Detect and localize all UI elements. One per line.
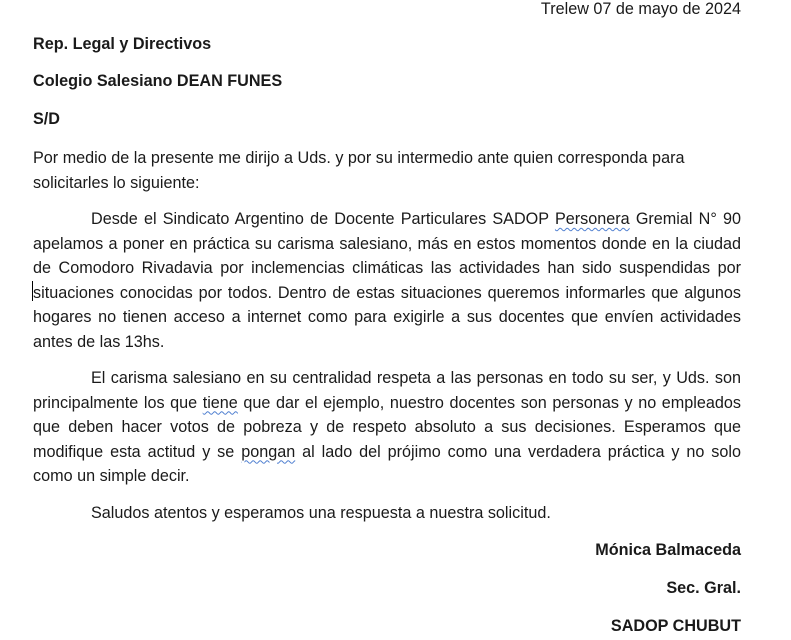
recipient-line-1: Rep. Legal y Directivos bbox=[33, 35, 212, 53]
intro-paragraph: Por medio de la presente me dirijo a Uds. y por su intermedio ante quien corresponda para solicitarles lo siguiente: bbox=[33, 149, 685, 192]
recipient-line-3: S/D bbox=[33, 110, 60, 128]
body1-text-a: Desde el Sindicato Argentino de Docente Particulares SADOP bbox=[91, 210, 555, 228]
signature-title: Sec. Gral. bbox=[666, 579, 741, 597]
closing-paragraph: Saludos atentos y esperamos una respuesta a nuestra solicitud. bbox=[91, 504, 551, 522]
grammar-flag-tiene[interactable]: tiene bbox=[202, 393, 238, 412]
recipient-line-2: Colegio Salesiano DEAN FUNES bbox=[33, 72, 283, 90]
text-cursor bbox=[32, 281, 33, 301]
body2-text-a: El carisma salesiano en su centralidad respeta a las personas en todo su ser, y Uds. son principalmente los que bbox=[33, 369, 741, 412]
document-page[interactable] bbox=[33, 0, 742, 635]
grammar-flag-pongan[interactable]: pongan bbox=[241, 442, 296, 461]
spelling-flag-personera[interactable]: Personera bbox=[554, 210, 630, 228]
signature-organization: SADOP CHUBUT bbox=[610, 617, 741, 635]
letter-date: Trelew 07 de mayo de 2024 bbox=[540, 0, 741, 18]
signature-name: Mónica Balmaceda bbox=[595, 541, 741, 559]
body-paragraph-2 bbox=[33, 366, 741, 489]
body1-text-b: Gremial N° 90 apelamos a poner en práctica su carisma salesiano, más en estos momentos donde en la ciudad de Comodoro Rivadavia por inclemencias climáticas las actividades han sido suspendidas por situaciones conocidas por todos. Dentro de estas situaciones queremos informarles que algunos hogares no tienen acceso a internet como para exigirle a sus docentes que envíen actividades antes de las 13hs. bbox=[33, 210, 742, 351]
body2-text-c: al lado del prójimo como una verdadera práctica y no solo como un simple decir. bbox=[33, 442, 741, 485]
body2-text-b: que dar el ejemplo, nuestro docentes son personas y no empleados que deben hacer votos de pobreza y de respeto absoluto a sus decisiones. Esperamos que modifique esta actitud y se bbox=[33, 393, 741, 461]
body-paragraph-1 bbox=[33, 207, 741, 354]
